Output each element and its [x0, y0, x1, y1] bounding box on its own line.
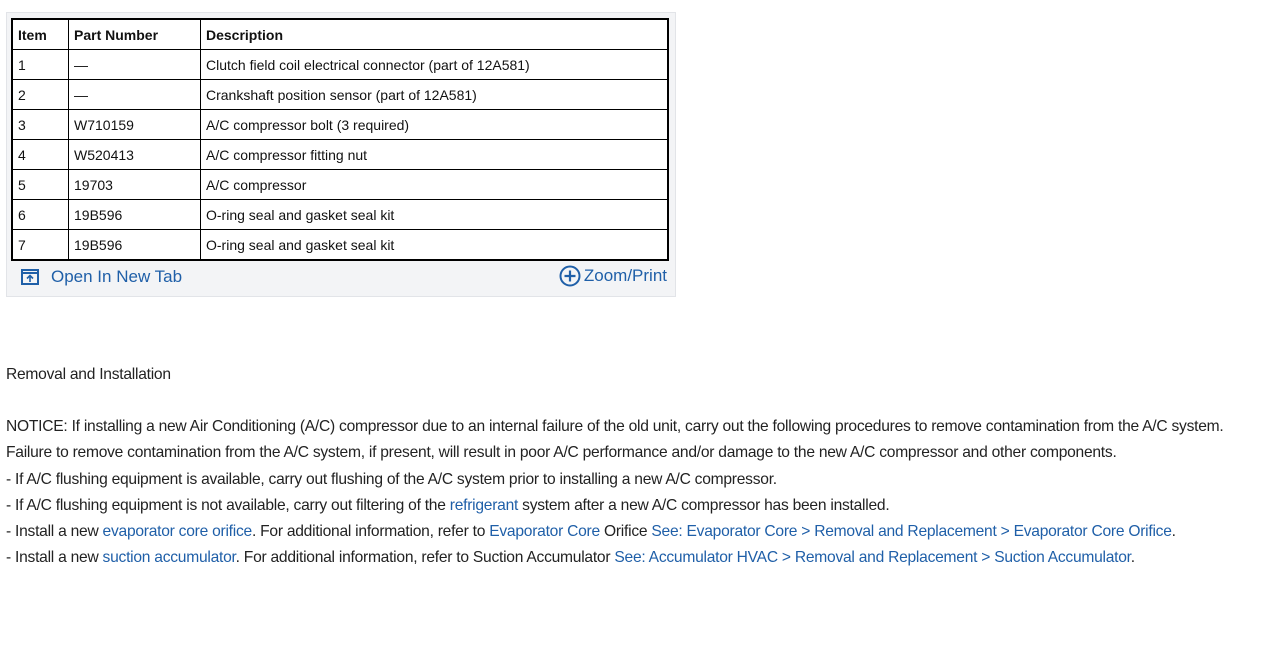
bullet-evaporator-orifice [6, 519, 1268, 545]
cell-part-number: 19703 [69, 170, 201, 200]
header-description: Description [201, 19, 669, 50]
procedure-content [6, 362, 1268, 571]
cell-description: O-ring seal and gasket seal kit [201, 230, 669, 261]
text: system after a new A/C compressor has been installed. [518, 496, 890, 514]
refrigerant-link[interactable]: refrigerant [449, 496, 519, 514]
cell-description: Clutch field coil electrical connector (part of 12A581) [201, 50, 669, 80]
cell-part-number: — [69, 50, 201, 80]
cell-item: 3 [12, 110, 69, 140]
cell-item: 5 [12, 170, 69, 200]
text: - Install a new [6, 549, 103, 567]
cell-description: Crankshaft position sensor (part of 12A581) [201, 80, 669, 110]
evaporator-core-link[interactable]: Evaporator Core [489, 523, 600, 541]
table-row [12, 110, 668, 140]
cell-item: 4 [12, 140, 69, 170]
parts-figure [6, 12, 676, 297]
table-row [12, 200, 668, 230]
text: . For additional information, refer to [251, 523, 490, 541]
table-row [12, 170, 668, 200]
cell-item: 1 [12, 50, 69, 80]
text: . [1171, 523, 1176, 541]
cell-item: 2 [12, 80, 69, 110]
table-row [12, 80, 668, 110]
cell-description: A/C compressor fitting nut [201, 140, 669, 170]
text: Orifice [599, 523, 652, 541]
text: - If A/C flushing equipment is not available, carry out filtering of the [6, 496, 450, 514]
header-item: Item [12, 19, 69, 50]
cell-item: 6 [12, 200, 69, 230]
cell-item: 7 [12, 230, 69, 261]
text: - Install a new [6, 523, 103, 541]
see-evaporator-core-orifice-link[interactable]: See: Evaporator Core > Removal and Replacement > Evaporator Core Orifice [651, 523, 1172, 541]
table-header-row [12, 19, 668, 50]
bullet-flushing-unavailable [6, 493, 1268, 519]
plus-circle-icon [559, 265, 581, 287]
figure-footer [7, 259, 675, 297]
open-in-new-tab-link[interactable] [21, 267, 182, 287]
section-title: Removal and Installation [6, 366, 171, 383]
cell-part-number: W520413 [69, 140, 201, 170]
bullet-suction-accumulator [6, 545, 1268, 571]
table-row [12, 50, 668, 80]
cell-part-number: 19B596 [69, 200, 201, 230]
open-in-new-tab-label: Open In New Tab [51, 267, 183, 286]
cell-description: A/C compressor bolt (3 required) [201, 110, 669, 140]
table-row [12, 140, 668, 170]
parts-table [11, 18, 669, 261]
text: . [1130, 549, 1135, 567]
table-row [12, 230, 668, 261]
text: . For additional information, refer to Suction Accumulator [235, 549, 615, 567]
open-new-tab-icon [21, 269, 39, 285]
zoom-print-label: Zoom/Print [583, 266, 667, 285]
cell-part-number: W710159 [69, 110, 201, 140]
evaporator-core-orifice-link[interactable]: evaporator core orifice [102, 523, 252, 541]
bullet-flushing-available: - If A/C flushing equipment is available, carry out flushing of the A/C system prior to installing a new A/C compressor. [6, 470, 777, 488]
cell-part-number: — [69, 80, 201, 110]
cell-description: O-ring seal and gasket seal kit [201, 200, 669, 230]
suction-accumulator-link[interactable]: suction accumulator [102, 549, 236, 567]
cell-description: A/C compressor [201, 170, 669, 200]
cell-part-number: 19B596 [69, 230, 201, 261]
header-part-number: Part Number [69, 19, 201, 50]
zoom-print-link[interactable] [559, 265, 667, 287]
see-suction-accumulator-link[interactable]: See: Accumulator HVAC > Removal and Replacement > Suction Accumulator [614, 549, 1131, 567]
notice-text: NOTICE: If installing a new Air Conditioning (A/C) compressor due to an internal failure of the old unit, carry out the following procedures to remove contamination from the A/C system. Failure to remove contamination from the A/C system, if present, will result in poor A/C performance and/or damage to the new A/C compressor and other components. [6, 418, 1224, 462]
